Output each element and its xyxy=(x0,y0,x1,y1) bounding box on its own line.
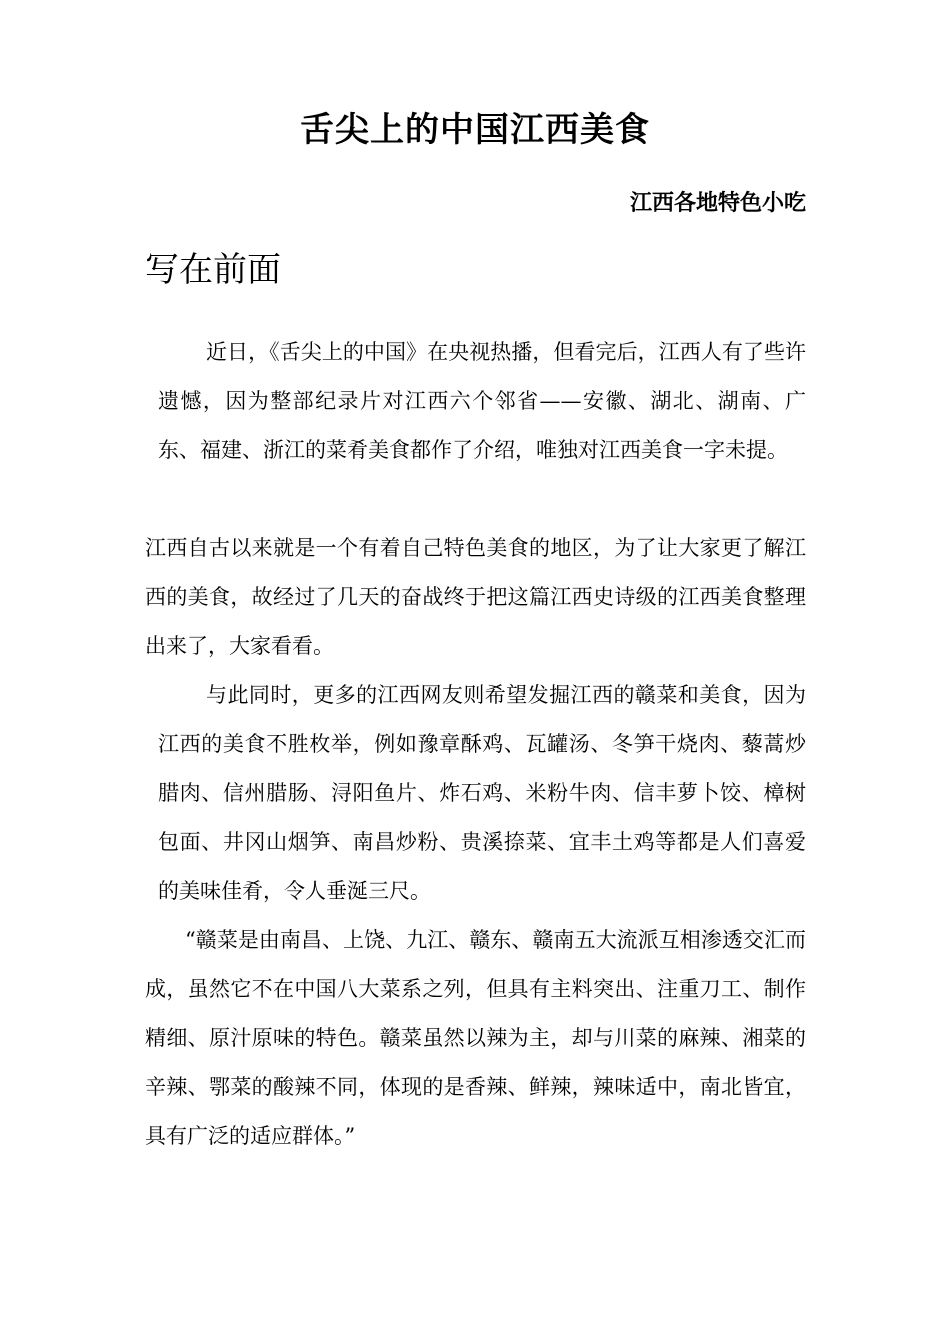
paragraph-history: 江西自古以来就是一个有着自己特色美食的地区，为了让大家更了解江西的美食，故经过了几天的奋战终于把这篇江西史诗级的江西美食整理出来了，大家看看。 xyxy=(145,536,806,658)
paragraph-dishes: 与此同时，更多的江西网友则希望发掘江西的赣菜和美食，因为江西的美食不胜枚举，例如豫章酥鸡、瓦罐汤、冬笋干烧肉、藜蒿炒腊肉、信州腊肠、浔阳鱼片、炸石鸡、米粉牛肉、信丰萝卜饺、樟树包面、井冈山烟笋、南昌炒粉、贵溪捺菜、宜丰土鸡等都是人们喜爱的美味佳肴，令人垂涎三尺。 xyxy=(158,683,806,903)
paragraph-intro: 近日，《舌尖上的中国》在央视热播，但看完后，江西人有了些许遗憾，因为整部纪录片对江西六个邻省——安徽、湖北、湖南、广东、福建、浙江的菜肴美食都作了介绍，唯独对江西美食一字未提。 xyxy=(158,340,806,462)
section-heading: 写在前面 xyxy=(145,250,281,290)
document-title: 舌尖上的中国江西美食 xyxy=(300,110,650,150)
paragraph-gan-cuisine-quote: “赣菜是由南昌、上饶、九江、赣东、赣南五大流派互相渗透交汇而成，虽然它不在中国八大菜系之列，但具有主料突出、注重刀工、制作精细、原汁原味的特色。赣菜虽然以辣为主，却与川菜的麻辣、湘菜的辛辣、鄂菜的酸辣不同，体现的是香辣、鲜辣，辣味适中，南北皆宜，具有广泛的适应群体。” xyxy=(145,928,806,1148)
document-subtitle: 江西各地特色小吃 xyxy=(629,191,806,216)
